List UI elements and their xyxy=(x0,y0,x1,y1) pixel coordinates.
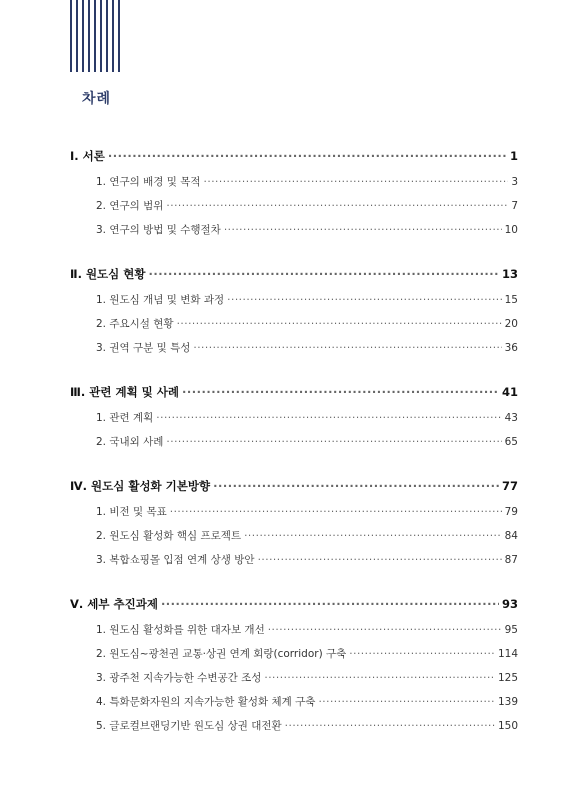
toc-item-label: 2. 국내외 사례 xyxy=(96,436,164,448)
toc-page-number: 41 xyxy=(501,385,518,399)
toc-item-label: 1. 원도심 활성화를 위한 대자보 개선 xyxy=(96,624,265,636)
toc-item[interactable] xyxy=(70,410,518,434)
toc-chapter-label: Ⅴ. 세부 추진과제 xyxy=(70,597,158,611)
page-title: 차례 xyxy=(82,91,112,107)
table-of-contents xyxy=(70,148,518,762)
toc-page-number: 7 xyxy=(511,200,518,212)
dot-leader xyxy=(264,672,495,684)
dot-leader xyxy=(224,224,502,236)
toc-item[interactable] xyxy=(70,222,518,246)
toc-section xyxy=(70,384,518,458)
dot-leader xyxy=(349,648,495,660)
toc-chapter-label: Ⅱ. 원도심 현황 xyxy=(70,267,146,281)
toc-chapter[interactable] xyxy=(70,266,518,288)
toc-item-label: 3. 연구의 방법 및 수행절차 xyxy=(96,224,221,236)
dot-leader xyxy=(149,267,499,281)
toc-page-number: 87 xyxy=(504,554,518,566)
toc-item-label: 2. 연구의 범위 xyxy=(96,200,164,212)
toc-item[interactable] xyxy=(70,718,518,742)
toc-chapter[interactable] xyxy=(70,596,518,618)
decorative-stripes xyxy=(70,0,123,72)
toc-chapter-label: Ⅳ. 원도심 활성화 기본방향 xyxy=(70,479,211,493)
toc-item-label: 1. 원도심 개념 및 변화 과정 xyxy=(96,294,225,306)
toc-page-number: 15 xyxy=(504,294,518,306)
toc-section xyxy=(70,596,518,742)
toc-item-label: 5. 글로컬브랜딩기반 원도심 상권 대전환 xyxy=(96,720,282,732)
toc-item-label: 1. 비전 및 목표 xyxy=(96,506,167,518)
toc-page-number: 84 xyxy=(504,530,518,542)
toc-item[interactable] xyxy=(70,622,518,646)
dot-leader xyxy=(170,506,502,518)
toc-item-label: 1. 관련 계획 xyxy=(96,412,154,424)
toc-item-label: 2. 원도심 활성화 핵심 프로젝트 xyxy=(96,530,242,542)
toc-section xyxy=(70,266,518,364)
toc-page-number: 95 xyxy=(504,624,518,636)
toc-page-number: 114 xyxy=(497,648,518,660)
toc-item[interactable] xyxy=(70,670,518,694)
dot-leader xyxy=(213,479,499,493)
dot-leader xyxy=(258,554,502,566)
toc-item[interactable] xyxy=(70,316,518,340)
toc-item[interactable] xyxy=(70,528,518,552)
toc-item-label: 3. 복합쇼핑몰 입점 연계 상생 방안 xyxy=(96,554,255,566)
toc-page-number: 93 xyxy=(501,597,518,611)
toc-page-number: 125 xyxy=(497,672,518,684)
toc-item[interactable] xyxy=(70,552,518,576)
dot-leader xyxy=(161,597,499,611)
dot-leader xyxy=(318,696,495,708)
toc-page-number: 43 xyxy=(504,412,518,424)
dot-leader xyxy=(193,342,501,354)
toc-page-number: 20 xyxy=(504,318,518,330)
toc-page-number: 79 xyxy=(504,506,518,518)
toc-chapter-label: Ⅰ. 서론 xyxy=(70,149,105,163)
dot-leader xyxy=(244,530,502,542)
toc-page-number: 65 xyxy=(504,436,518,448)
toc-item-label: 3. 광주천 지속가능한 수변공간 조성 xyxy=(96,672,262,684)
toc-section xyxy=(70,148,518,246)
dot-leader xyxy=(268,624,502,636)
toc-page-number: 13 xyxy=(501,267,518,281)
dot-leader xyxy=(227,294,501,306)
toc-item[interactable] xyxy=(70,174,518,198)
toc-page-number: 3 xyxy=(511,176,518,188)
dot-leader xyxy=(166,436,501,448)
toc-item[interactable] xyxy=(70,292,518,316)
toc-page-number: 36 xyxy=(504,342,518,354)
toc-page-number: 1 xyxy=(509,149,518,163)
dot-leader xyxy=(182,385,499,399)
toc-item-label: 1. 연구의 배경 및 목적 xyxy=(96,176,201,188)
toc-section xyxy=(70,478,518,576)
toc-item[interactable] xyxy=(70,340,518,364)
dot-leader xyxy=(108,149,507,163)
toc-chapter[interactable] xyxy=(70,478,518,500)
toc-page-number: 77 xyxy=(501,479,518,493)
toc-item[interactable] xyxy=(70,434,518,458)
dot-leader xyxy=(166,200,508,212)
dot-leader xyxy=(177,318,502,330)
toc-item[interactable] xyxy=(70,198,518,222)
toc-item-label: 2. 주요시설 현황 xyxy=(96,318,174,330)
dot-leader xyxy=(204,176,509,188)
toc-page-number: 10 xyxy=(504,224,518,236)
dot-leader xyxy=(156,412,501,424)
toc-item-label: 4. 특화문화자원의 지속가능한 활성화 체계 구축 xyxy=(96,696,316,708)
toc-chapter-label: Ⅲ. 관련 계획 및 사례 xyxy=(70,385,180,399)
toc-item[interactable] xyxy=(70,646,518,670)
toc-item[interactable] xyxy=(70,694,518,718)
toc-page-number: 139 xyxy=(497,696,518,708)
toc-item-label: 2. 원도심~광천권 교통·상권 연계 회랑(corridor) 구축 xyxy=(96,648,347,660)
toc-chapter[interactable] xyxy=(70,384,518,406)
toc-item[interactable] xyxy=(70,504,518,528)
toc-page-number: 150 xyxy=(497,720,518,732)
toc-item-label: 3. 권역 구분 및 특성 xyxy=(96,342,191,354)
dot-leader xyxy=(285,720,495,732)
toc-chapter[interactable] xyxy=(70,148,518,170)
